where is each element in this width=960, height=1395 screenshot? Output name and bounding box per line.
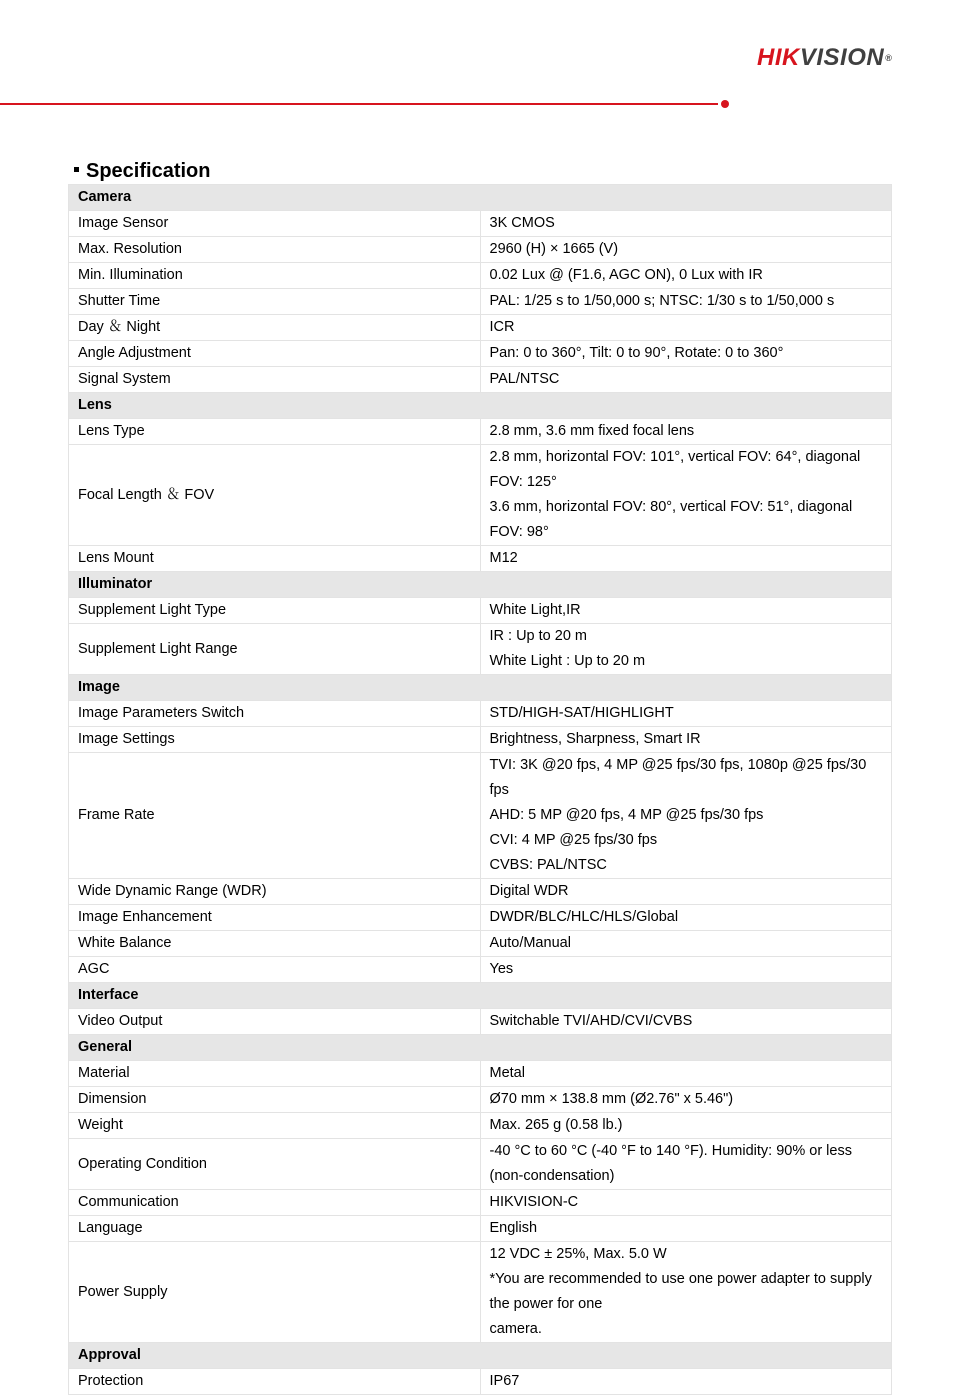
spec-value: White Light,IR: [489, 602, 581, 618]
specification-table-body: [69, 185, 892, 1395]
spec-row: [69, 315, 892, 341]
hikvision-logo: [757, 44, 892, 72]
group-header-label: Lens: [69, 393, 892, 419]
group-header-row: [69, 1035, 892, 1061]
square-bullet-icon: [74, 167, 79, 172]
spec-value: TVI: 3K @20 fps, 4 MP @25 fps/30 fps, 1080p @25 fps/30 fps: [489, 757, 867, 798]
header-rule-line: [0, 103, 718, 105]
spec-value-cell: [480, 445, 892, 546]
spec-value: HIKVISION-C: [489, 1194, 579, 1210]
spec-label: Image Settings: [69, 727, 481, 753]
spec-value: AHD: 5 MP @20 fps, 4 MP @25 fps/30 fps: [489, 807, 764, 823]
spec-row: [69, 1139, 892, 1190]
group-header-row: [69, 393, 892, 419]
spec-value: IR : Up to 20 m: [489, 628, 588, 644]
spec-value-cell: [480, 1369, 892, 1395]
group-header-label: Illuminator: [69, 572, 892, 598]
spec-row: [69, 931, 892, 957]
group-header-label: General: [69, 1035, 892, 1061]
spec-label: Language: [69, 1216, 481, 1242]
spec-value: 0.02 Lux @ (F1.6, AGC ON), 0 Lux with IR: [489, 267, 763, 283]
spec-row: [69, 237, 892, 263]
spec-value-cell: [480, 931, 892, 957]
spec-value: ICR: [489, 319, 515, 335]
spec-value-cell: [480, 419, 892, 445]
spec-value-cell: [480, 1087, 892, 1113]
spec-row: [69, 546, 892, 572]
spec-value-cell: [480, 1190, 892, 1216]
spec-value-cell: [480, 315, 892, 341]
group-header-label: Interface: [69, 983, 892, 1009]
spec-row: [69, 753, 892, 879]
spec-value-cell: [480, 211, 892, 237]
spec-row: [69, 598, 892, 624]
spec-label: Lens Mount: [69, 546, 481, 572]
spec-value: DWDR/BLC/HLC/HLS/Global: [489, 909, 679, 925]
spec-value: English: [489, 1220, 538, 1236]
spec-row: [69, 905, 892, 931]
spec-row: [69, 211, 892, 237]
spec-value: 3.6 mm, horizontal FOV: 80°, vertical FOV: 51°, diagonal FOV: 98°: [489, 499, 853, 540]
spec-row: [69, 1009, 892, 1035]
spec-row: [69, 263, 892, 289]
spec-label: Shutter Time: [69, 289, 481, 315]
spec-row: [69, 367, 892, 393]
header-rule-dot: [721, 100, 729, 108]
spec-value: PAL: 1/25 s to 1/50,000 s; NTSC: 1/30 s to 1/50,000 s: [489, 293, 835, 309]
spec-value: 3K CMOS: [489, 215, 555, 231]
spec-value: Max. 265 g (0.58 lb.): [489, 1117, 623, 1133]
spec-value: 2.8 mm, horizontal FOV: 101°, vertical FOV: 64°, diagonal FOV: 125°: [489, 449, 861, 490]
spec-value-cell: [480, 289, 892, 315]
spec-label: Wide Dynamic Range (WDR): [69, 879, 481, 905]
spec-value-cell: [480, 1009, 892, 1035]
spec-label: Angle Adjustment: [69, 341, 481, 367]
spec-row: [69, 957, 892, 983]
group-header-row: [69, 1343, 892, 1369]
spec-value-cell: [480, 1139, 892, 1190]
spec-row: [69, 1113, 892, 1139]
spec-value: Pan: 0 to 360°, Tilt: 0 to 90°, Rotate: 0 to 360°: [489, 345, 784, 361]
spec-row: [69, 1216, 892, 1242]
spec-label: Weight: [69, 1113, 481, 1139]
spec-value: STD/HIGH-SAT/HIGHLIGHT: [489, 705, 674, 721]
spec-value: IP67: [489, 1373, 520, 1389]
spec-label: Material: [69, 1061, 481, 1087]
spec-label: Communication: [69, 1190, 481, 1216]
spec-row: [69, 879, 892, 905]
spec-label: AGC: [69, 957, 481, 983]
spec-label: Power Supply: [69, 1242, 481, 1343]
spec-label: Focal Length ＆ FOV: [69, 445, 481, 546]
specification-table: [68, 184, 892, 1395]
registered-mark: ®: [885, 53, 893, 63]
spec-row: [69, 1242, 892, 1343]
group-header-row: [69, 675, 892, 701]
spec-value-cell: [480, 1113, 892, 1139]
spec-value: 12 VDC ± 25%, Max. 5.0 W: [489, 1246, 667, 1262]
spec-value: White Light : Up to 20 m: [489, 653, 646, 669]
spec-value: -40 °C to 60 °C (-40 °F to 140 °F). Humidity: 90% or less (non-condensation): [489, 1143, 852, 1184]
spec-row: [69, 701, 892, 727]
spec-row: [69, 624, 892, 675]
spec-value: Yes: [489, 961, 514, 977]
spec-row: [69, 1190, 892, 1216]
spec-label: Supplement Light Range: [69, 624, 481, 675]
spec-value-cell: [480, 624, 892, 675]
group-header-row: [69, 572, 892, 598]
spec-value-cell: [480, 879, 892, 905]
spec-label: Day ＆ Night: [69, 315, 481, 341]
spec-value-cell: [480, 1061, 892, 1087]
spec-row: [69, 419, 892, 445]
spec-value-cell: [480, 957, 892, 983]
spec-label: Dimension: [69, 1087, 481, 1113]
spec-row: [69, 445, 892, 546]
group-header-label: Image: [69, 675, 892, 701]
logo-text-vision: VISION: [799, 44, 885, 71]
spec-value: 2.8 mm, 3.6 mm fixed focal lens: [489, 423, 695, 439]
spec-value-cell: [480, 905, 892, 931]
spec-value: Ø70 mm × 138.8 mm (Ø2.76" x 5.46"): [489, 1091, 734, 1107]
group-header-row: [69, 185, 892, 211]
group-header-label: Camera: [69, 185, 892, 211]
spec-label: White Balance: [69, 931, 481, 957]
spec-value-cell: [480, 753, 892, 879]
spec-label: Image Sensor: [69, 211, 481, 237]
spec-row: [69, 1369, 892, 1395]
spec-value: M12: [489, 550, 518, 566]
spec-value: Auto/Manual: [489, 935, 571, 951]
spec-value-cell: [480, 701, 892, 727]
spec-value-cell: [480, 1242, 892, 1343]
spec-value-cell: [480, 546, 892, 572]
spec-row: [69, 727, 892, 753]
spec-value-cell: [480, 263, 892, 289]
spec-row: [69, 341, 892, 367]
spec-label: Lens Type: [69, 419, 481, 445]
spec-row: [69, 1087, 892, 1113]
spec-value-cell: [480, 598, 892, 624]
spec-row: [69, 289, 892, 315]
spec-value-cell: [480, 237, 892, 263]
section-title: [74, 158, 210, 184]
spec-label: Min. Illumination: [69, 263, 481, 289]
spec-label: Image Parameters Switch: [69, 701, 481, 727]
spec-value-cell: [480, 1216, 892, 1242]
spec-label: Image Enhancement: [69, 905, 481, 931]
spec-label: Operating Condition: [69, 1139, 481, 1190]
spec-value: Digital WDR: [489, 883, 569, 899]
spec-label: Max. Resolution: [69, 237, 481, 263]
spec-value: Metal: [489, 1065, 525, 1081]
spec-value: Switchable TVI/AHD/CVI/CVBS: [489, 1013, 693, 1029]
spec-value: Brightness, Sharpness, Smart IR: [489, 731, 701, 747]
spec-value-cell: [480, 727, 892, 753]
spec-value-cell: [480, 341, 892, 367]
spec-value: *You are recommended to use one power adapter to supply the power for one: [489, 1271, 872, 1312]
spec-label: Signal System: [69, 367, 481, 393]
spec-value-cell: [480, 367, 892, 393]
spec-label: Supplement Light Type: [69, 598, 481, 624]
spec-label: Frame Rate: [69, 753, 481, 879]
spec-value: PAL/NTSC: [489, 371, 560, 387]
spec-label: Video Output: [69, 1009, 481, 1035]
spec-value: camera.: [489, 1321, 542, 1337]
group-header-label: Approval: [69, 1343, 892, 1369]
spec-value: CVI: 4 MP @25 fps/30 fps: [489, 832, 658, 848]
group-header-row: [69, 983, 892, 1009]
spec-value: CVBS: PAL/NTSC: [489, 857, 607, 873]
spec-label: Protection: [69, 1369, 481, 1395]
logo-text-hik: HIK: [757, 44, 800, 71]
spec-row: [69, 1061, 892, 1087]
section-title-text: Specification: [86, 160, 211, 182]
spec-value: 2960 (H) × 1665 (V): [489, 241, 619, 257]
